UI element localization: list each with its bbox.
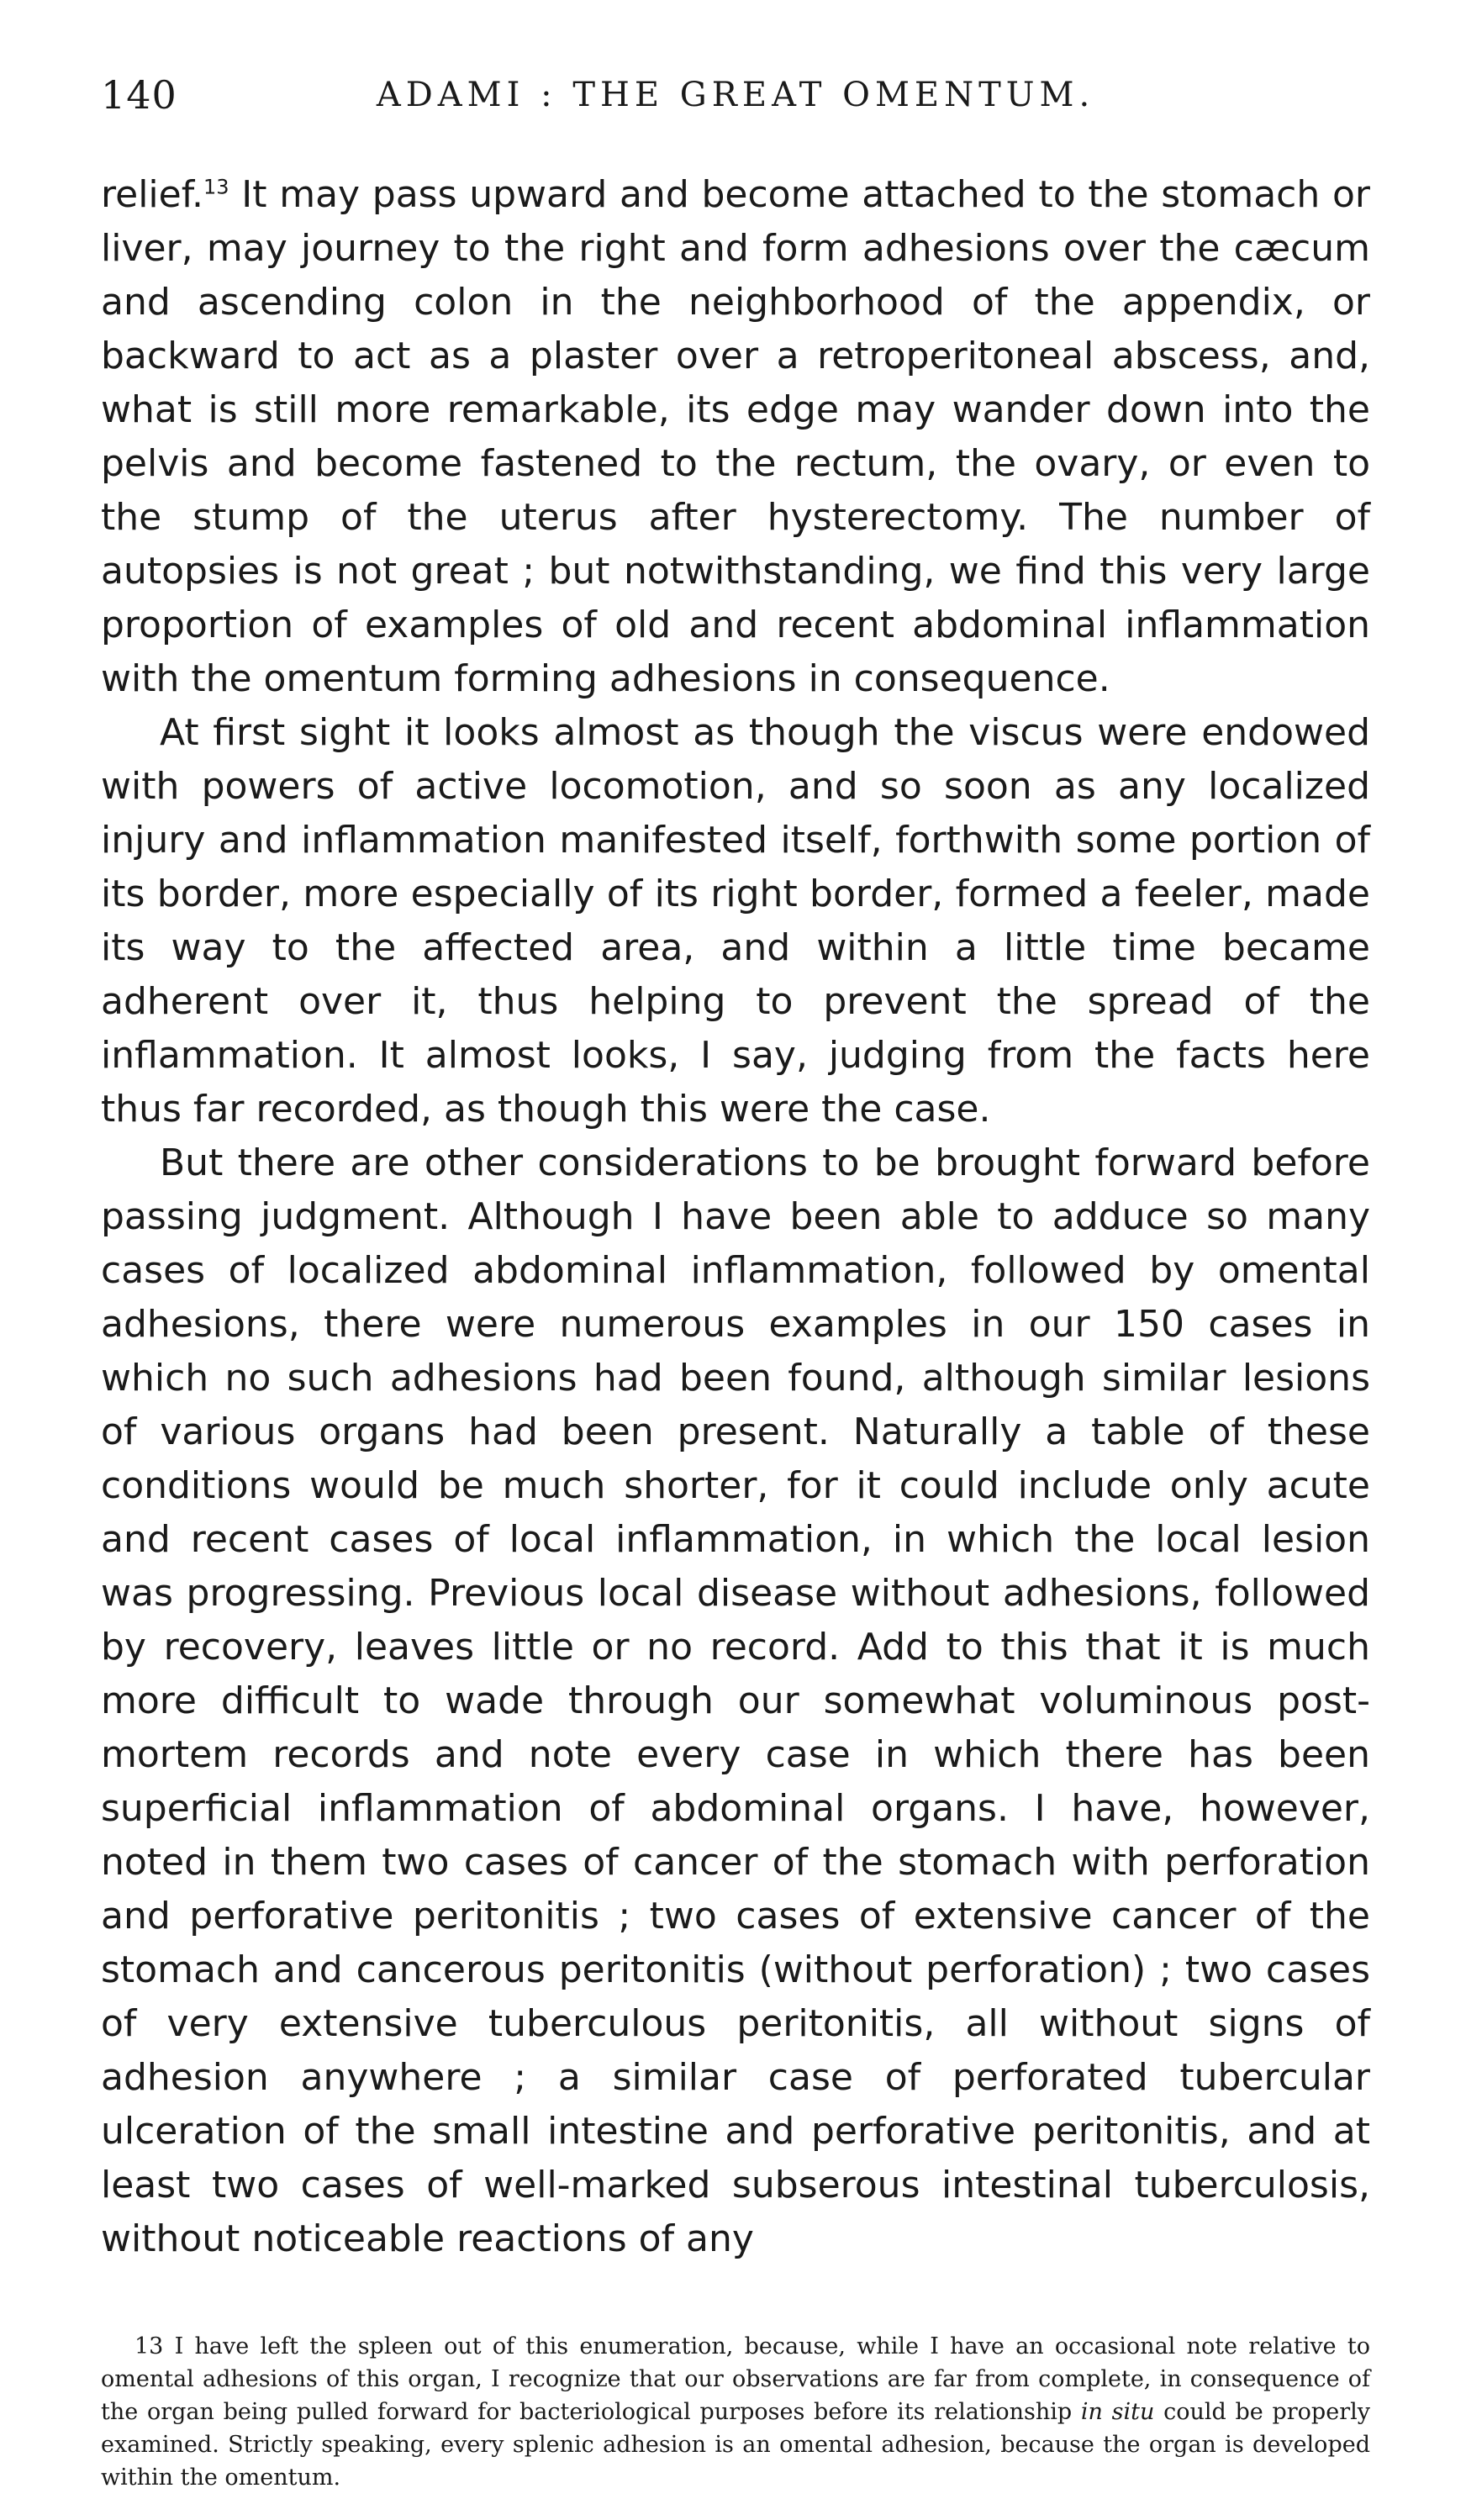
page-number: 140 (101, 72, 177, 118)
paragraph-1-start: relief. (101, 173, 203, 216)
paragraph-3: But there are other considerations to be brought forward before passing judgment. Although I have been able to adduce so many cases of localized abdominal inflammation, followed by omental adhesions, there were numerous examples in our 150 cases in which no such adhesions had been found, although similar lesions of various organs had been present. Naturally a table of these conditions would be much shorter, for it could include only acute and recent cases of local inflammation, in which the local lesion was progressing. Previous local disease without adhesions, followed by recovery, leaves little or no record. Add to this that it is much more difficult to wade through our somewhat voluminous post-mortem records and note every case in which there has been superficial inflammation of abdominal organs. I have, however, noted in them two cases of cancer of the stomach with perforation and perforative peritonitis ; two cases of extensive cancer of the stomach and cancerous peritonitis (without perforation) ; two cases of very extensive tuberculous peritonitis, all without signs of adhesion anywhere ; a similar case of perforated tubercular ulceration of the small intestine and perforative peritonitis, and at least two cases of well-marked subserous intestinal tuberculosis, without noticeable reactions of any (101, 1141, 1370, 2260)
paragraph-1 (101, 168, 1370, 706)
footnote-text (101, 2330, 1370, 2494)
footnote-reference[interactable]: 13 (203, 175, 229, 199)
footnote-italic-phrase: in situ (1080, 2399, 1155, 2425)
paragraph-2: At first sight it looks almost as though the viscus were endowed with powers of active locomotion, and so soon as any localized injury and inflammation manifested itself, forthwith some portion of its border, more especially of its right border, formed a feeler, made its way to the affected area, and within a little time became adherent over it, thus helping to prevent the spread of the inflammation. It almost looks, I say, judging from the facts here thus far recorded, as though this were the case. (101, 711, 1370, 1131)
paragraph-1-rest: It may pass upward and become attached to the stomach or liver, may journey to the right and form adhesions over the cæcum and ascending colon in the neighborhood of the appendix, or backward to act as a plaster over a retroperitoneal abscess, and, what is still more remarkable, its edge may wander down into the pelvis and become fastened to the rectum, the ovary, or even to the stump of the uterus after hysterectomy. The number of autopsies is not great ; but notwithstanding, we find this very large proportion of examples of old and recent abdominal inflammation with the omentum forming adhesions in consequence. (101, 173, 1370, 700)
footnote-text-end: could be properly examined. Strictly speaking, every splenic adhesion is an omental adhesion, because the organ is developed within the omentum. (101, 2399, 1370, 2491)
footnote-text-start: 13 I have left the spleen out of this enumeration, because, while I have an occasional note relative to omental adhesions of this organ, I recognize that our observations are far from complete, in consequence of the organ being pulled forward for bacteriological purposes before its relationship (101, 2333, 1370, 2425)
page-header (101, 72, 1370, 131)
running-head: ADAMI : THE GREAT OMENTUM. (376, 76, 1095, 114)
footnote (101, 2330, 1370, 2494)
body-text (101, 168, 1370, 2266)
